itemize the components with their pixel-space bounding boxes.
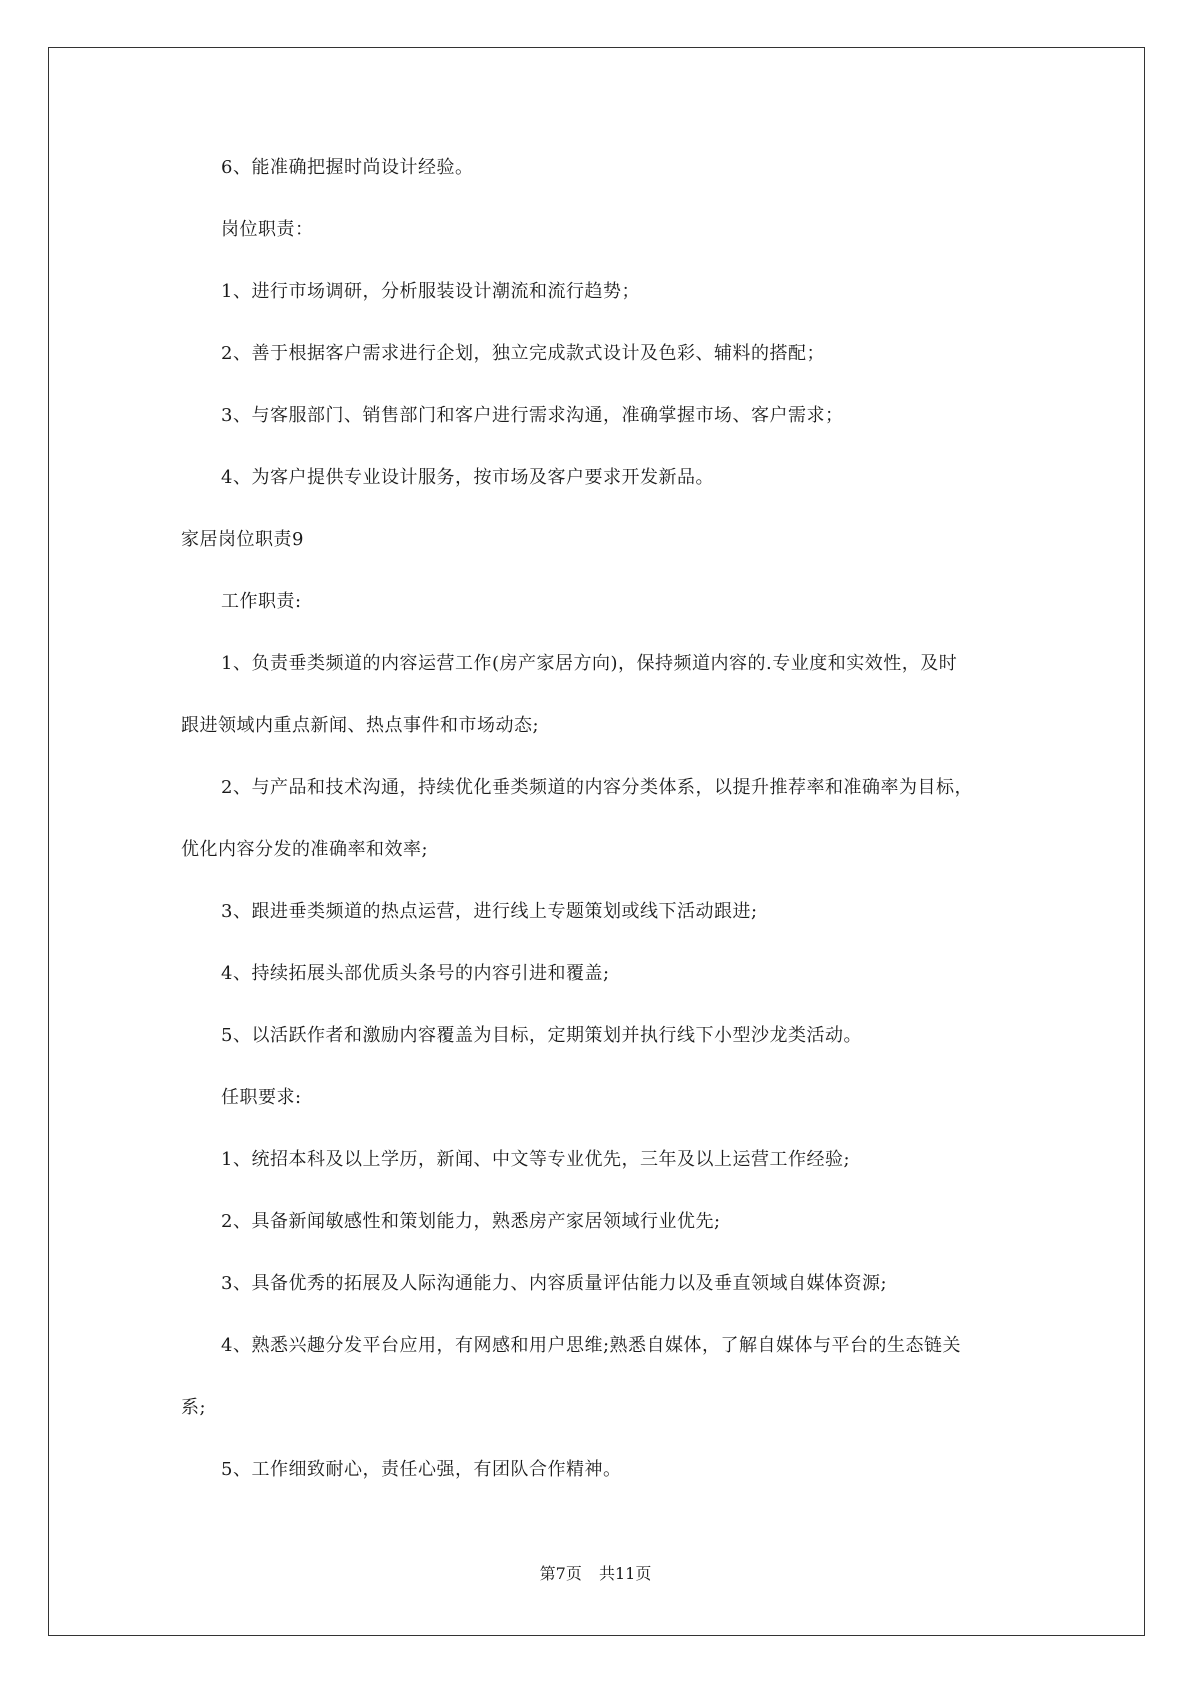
list-item: 5、以活跃作者和激励内容覆盖为目标，定期策划并执行线下小型沙龙类活动。: [221, 1025, 862, 1046]
document-body: [181, 156, 1021, 1520]
list-item: 2、具备新闻敏感性和策划能力，熟悉房产家居领域行业优先;: [221, 1211, 721, 1232]
list-item: 1、负责垂类频道的内容运营工作(房产家居方向)，保持频道内容的.专业度和实效性，及时: [221, 653, 958, 674]
list-item: 3、与客服部门、销售部门和客户进行需求沟通，准确掌握市场、客户需求；: [221, 405, 844, 426]
list-item: 2、与产品和技术沟通，持续优化垂类频道的内容分类体系，以提升推荐率和准确率为目标，: [221, 777, 973, 798]
list-item: 4、为客户提供专业设计服务，按市场及客户要求开发新品。: [221, 467, 714, 488]
list-item: 5、工作细致耐心，责任心强，有团队合作精神。: [221, 1459, 622, 1480]
list-item-continuation: 优化内容分发的准确率和效率;: [181, 839, 429, 860]
page-footer: [0, 1564, 1191, 1584]
list-item: 3、跟进垂类频道的热点运营，进行线上专题策划或线下活动跟进;: [221, 901, 758, 922]
list-item: 4、熟悉兴趣分发平台应用，有网感和用户思维;熟悉自媒体，了解自媒体与平台的生态链关: [221, 1335, 962, 1356]
section-heading: 岗位职责：: [221, 219, 314, 240]
list-item: 1、进行市场调研，分析服装设计潮流和流行趋势；: [221, 281, 640, 302]
list-item: 4、持续拓展头部优质头条号的内容引进和覆盖;: [221, 963, 610, 984]
list-item-continuation: 系;: [181, 1397, 207, 1418]
page-number: 第7页: [539, 1564, 582, 1583]
section-title: 家居岗位职责9: [181, 529, 304, 550]
section-heading: 工作职责:: [221, 591, 302, 612]
list-item: 6、能准确把握时尚设计经验。: [221, 157, 474, 178]
list-item-continuation: 跟进领域内重点新闻、热点事件和市场动态;: [181, 715, 540, 736]
page-total: 共11页: [598, 1564, 652, 1583]
list-item: 1、统招本科及以上学历，新闻、中文等专业优先，三年及以上运营工作经验;: [221, 1149, 851, 1170]
list-item: 2、善于根据客户需求进行企划，独立完成款式设计及色彩、辅料的搭配；: [221, 343, 825, 364]
list-item: 3、具备优秀的拓展及人际沟通能力、内容质量评估能力以及垂直领域自媒体资源;: [221, 1273, 888, 1294]
section-heading: 任职要求:: [221, 1087, 302, 1108]
